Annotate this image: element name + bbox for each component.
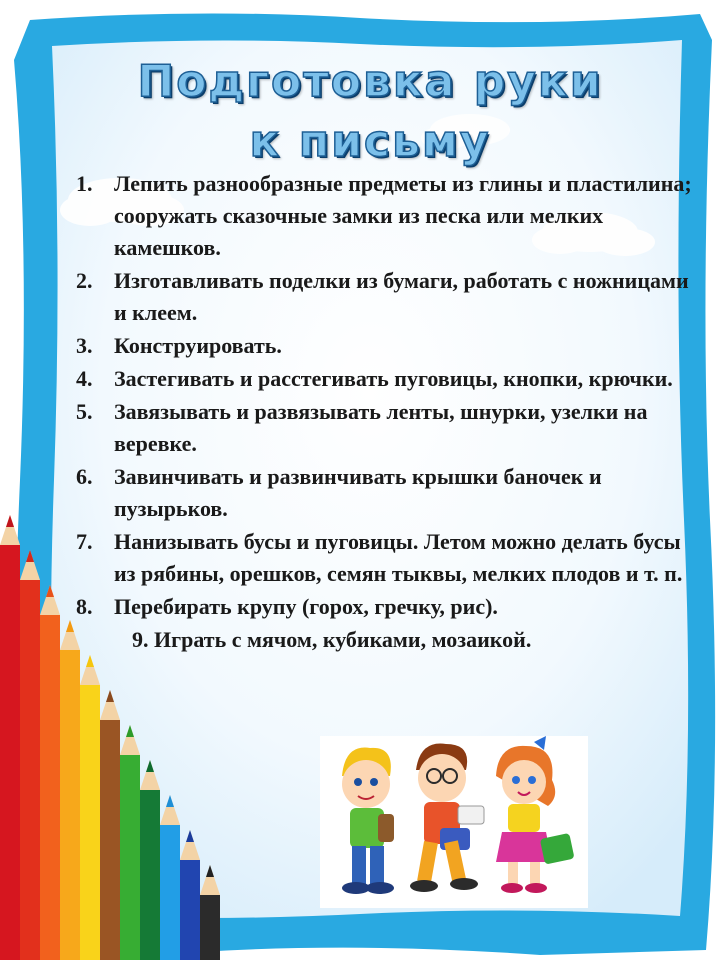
pencil-icon <box>120 725 140 960</box>
list-item <box>76 265 696 329</box>
list-item <box>76 330 696 362</box>
item-number: 2. <box>76 268 93 293</box>
item-text: Завязывать и развязывать ленты, шнурки, узелки на веревке. <box>114 399 648 456</box>
pencil-icon <box>80 655 100 960</box>
item-text: Конструировать. <box>114 333 282 358</box>
item-number: 4. <box>76 366 93 391</box>
item-number: 5. <box>76 399 93 424</box>
item-text: Завинчивать и развинчивать крышки баночек и пузырьков. <box>114 464 602 521</box>
pencil-icon <box>40 585 60 960</box>
pencil-icon <box>180 830 200 960</box>
item-text: Нанизывать бусы и пуговицы. Летом можно делать бусы из рябины, орешков, семян тыквы, мелких плодов и т. п. <box>114 529 683 586</box>
item-text: Лепить разнообразные предметы из глины и пластилина; сооружать сказочные замки из песка или мелких камешков. <box>114 171 692 260</box>
pencil-icon <box>160 795 180 960</box>
page-title: Подготовка руки к письму <box>137 56 603 167</box>
list-item <box>76 168 696 264</box>
item-number: 8. <box>76 594 93 619</box>
list-item <box>76 396 696 460</box>
pencil-icon <box>200 865 220 960</box>
pencil-icon <box>20 550 40 960</box>
item-text: Застегивать и расстегивать пуговицы, кнопки, крючки. <box>114 366 673 391</box>
pencil-icon <box>140 760 160 960</box>
item-text: Перебирать крупу (горох, гречку, рис). <box>114 594 498 619</box>
school-children-illustration <box>320 736 588 908</box>
item-text: Играть с мячом, кубиками, мозаикой. <box>154 627 532 652</box>
item-text: Изготавливать поделки из бумаги, работать с ножницами и клеем. <box>114 268 689 325</box>
item-number: 7. <box>76 529 93 554</box>
item-number: 3. <box>76 333 93 358</box>
list-item <box>76 363 696 395</box>
item-number: 1. <box>76 171 93 196</box>
item-number: 9. <box>132 627 149 652</box>
item-number: 6. <box>76 464 93 489</box>
pencil-icon <box>60 620 80 960</box>
pencil-icon <box>100 690 120 960</box>
colored-pencils-illustration <box>0 505 235 960</box>
pencil-icon <box>0 515 20 960</box>
